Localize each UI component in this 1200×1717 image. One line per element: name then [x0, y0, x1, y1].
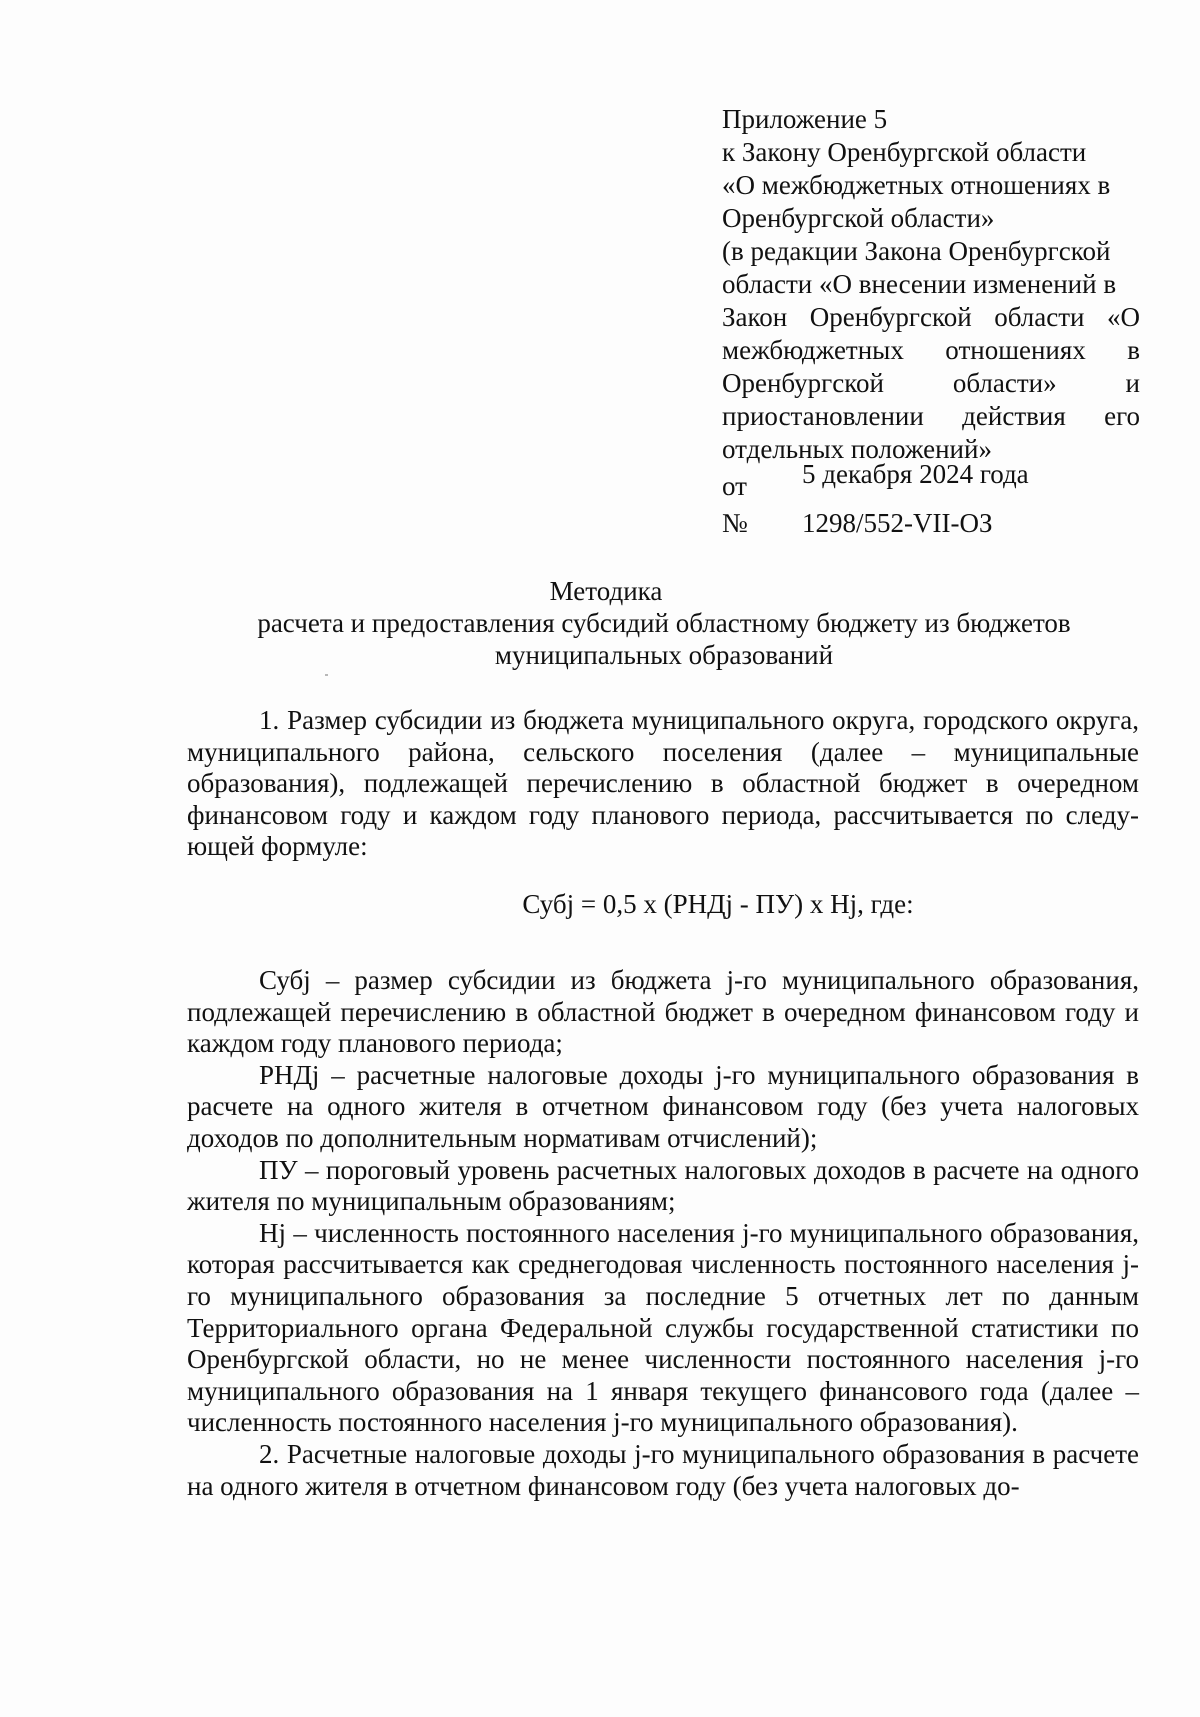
document-subtitle: расчета и предоставления субсидий областному бюджету из бюджетов [257, 608, 1071, 638]
law-date-value: 5 декабря 2024 года [802, 459, 1029, 489]
law-date [722, 458, 1140, 503]
appendix-line: Приложение 5 [722, 104, 888, 134]
appendix-line: к Закону Оренбургской области [722, 137, 1087, 167]
appendix-word: «О [1106, 302, 1140, 332]
appendix-line: области «О внесении изменений в [722, 269, 1117, 299]
law-number [722, 507, 1140, 540]
law-date-label: от [722, 471, 747, 501]
appendix-line: «О межбюджетных отношениях в [722, 170, 1111, 200]
scan-speck [325, 674, 328, 676]
document-subtitle: муниципальных образований [494, 640, 834, 670]
definitions [187, 965, 1139, 1502]
definition-item: Субj – размер субсидии из бюджета j-го муниципального образования, подлежащей перечислению в областной бюджет в очередном финансовом году и каждом году планового периода; [187, 965, 1139, 1059]
appendix-header [722, 103, 1140, 540]
paragraph: 1. Размер субсидии из бюджета муниципального округа, городского округа, муниципального района, сельского поселения (далее – муниципальные образования), подлежащей перечислению в областной бюджет в очередном финансовом году и каждом году планового периода, рассчитывается по следующей формуле: [187, 705, 1139, 862]
appendix-word: Закон [722, 302, 788, 332]
paragraph: 2. Расчетные налоговые доходы j-го муниципального образования в расчете на одного жителя в отчетном финансовом году (без учета налоговых до- [187, 1438, 1139, 1501]
appendix-justified-line [722, 400, 1140, 433]
appendix-word: действия [962, 401, 1066, 431]
appendix-word: приостановлении [722, 401, 924, 431]
appendix-word: области [994, 302, 1085, 332]
appendix-word: в [1127, 335, 1140, 365]
formula: Субj = 0,5 х (РНДj - ПУ) х Нj, где: [522, 889, 914, 919]
appendix-justified-line [722, 301, 1140, 334]
appendix-line: (в редакции Закона Оренбургской [722, 236, 1111, 266]
appendix-word: межбюджетных [722, 335, 904, 365]
appendix-line: отдельных положений» [722, 434, 992, 464]
definition-item: РНДj – расчетные налоговые доходы j-го муниципального образования в расчете на одного жителя в отчетном финансовом году (без учета налоговых доходов по дополнительным нормативам отчислений); [187, 1059, 1139, 1153]
appendix-justified-line [722, 367, 1140, 400]
appendix-line: Оренбургской области» [722, 203, 995, 233]
document-title: Методика [549, 576, 663, 606]
law-number-value: 1298/552-VII-ОЗ [802, 508, 993, 538]
appendix-word: Оренбургской [809, 302, 972, 332]
definition-item: Нj – численность постоянного населения j-го муниципального образования, которая рассчитывается как среднегодовая численность постоянного населения j-го муниципального образования за последние 5 отчетных лет по данным Территориального органа Федеральной службы государственной статистики по Оренбургской области, но не менее численности постоянного населения j-го муниципального образования на 1 января текущего финансового года (далее – численность постоянного населения j-го муниципального образования). [187, 1217, 1139, 1438]
definition-item: ПУ – пороговый уровень расчетных налоговых доходов в расчете на одного жителя по муниципальным образованиям; [187, 1154, 1139, 1217]
appendix-word: Оренбургской [722, 368, 884, 398]
appendix-word: и [1125, 368, 1140, 398]
section-1 [187, 705, 1139, 863]
law-number-label: № [722, 508, 748, 538]
appendix-word: его [1104, 401, 1140, 431]
appendix-justified-line [722, 334, 1140, 367]
appendix-word: отношениях [945, 335, 1086, 365]
appendix-word: области» [952, 368, 1057, 398]
